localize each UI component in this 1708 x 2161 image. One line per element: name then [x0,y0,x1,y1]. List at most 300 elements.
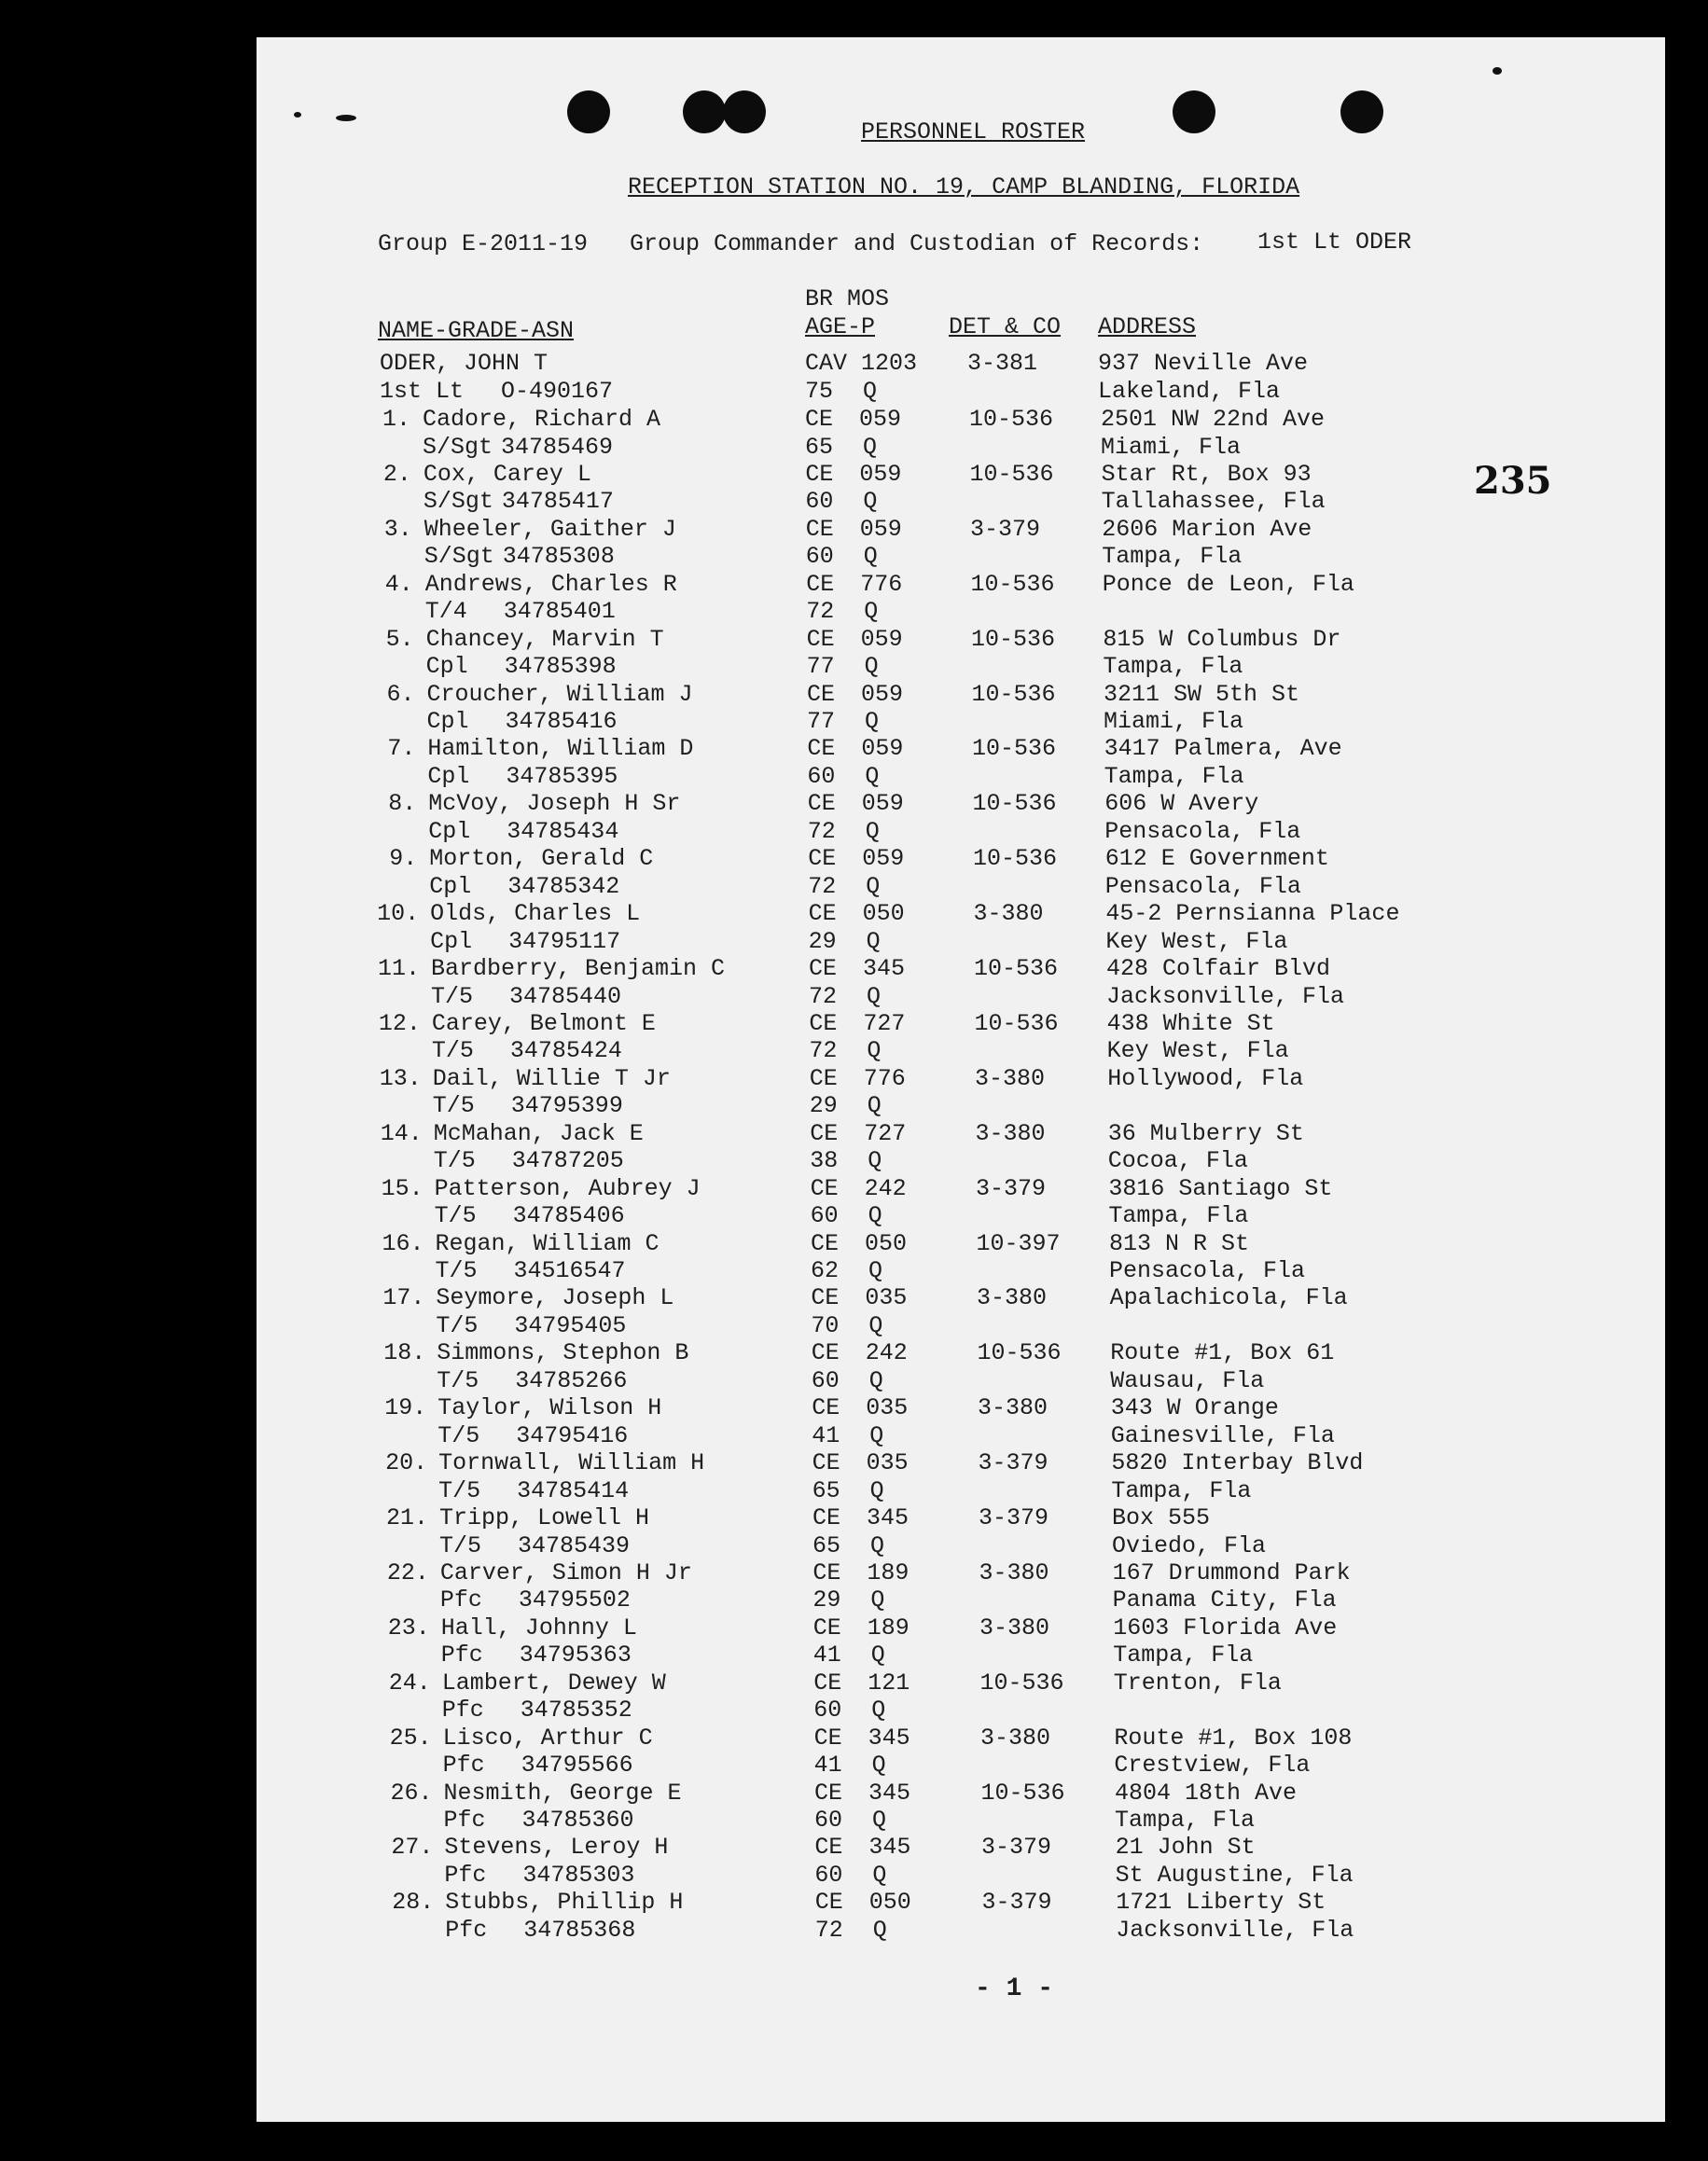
age: 65 [812,1531,841,1559]
commander-det-co: 3-381 [967,350,1038,377]
det-co: 3-379 [970,515,1041,543]
row-number: 19. [384,1394,427,1422]
branch: CE [814,1834,843,1862]
ink-speck [336,115,356,121]
row-number: 28. [392,1889,435,1917]
physical: Q [868,1147,882,1175]
det-co: 3-380 [979,1614,1050,1642]
commander-grade: 1st Lt [380,378,465,405]
age: 38 [810,1147,839,1175]
mos-code: 242 [865,1339,908,1367]
physical: Q [872,1916,887,1944]
det-co: 10-536 [977,1339,1062,1367]
physical: Q [872,1861,887,1889]
soldier-name: Hamilton, William D [427,735,694,763]
soldier-name: Morton, Gerald C [429,845,654,873]
soldier-grade: Pfc [444,1861,487,1889]
row-number: 2. [382,460,411,488]
commander-address2: Lakeland, Fla [1098,378,1281,405]
physical: Q [864,598,879,626]
soldier-asn: 34785360 [521,1807,634,1834]
soldier-grade: S/Sgt [423,488,493,516]
physical: Q [865,762,880,790]
address-line1: 2606 Marion Ave [1102,515,1312,543]
address-line1: 4804 18th Ave [1115,1779,1298,1807]
soldier-name: Tornwall, William H [438,1449,705,1477]
soldier-asn: 34785424 [509,1037,622,1065]
soldier-asn: 34785440 [509,982,622,1010]
commander-asn: O-490167 [501,378,614,405]
soldier-name: Croucher, William J [426,680,693,708]
branch: CE [807,790,836,818]
address-line1: 3417 Palmera, Ave [1104,735,1342,763]
soldier-asn: 34785395 [506,762,618,790]
col-header-age-p: AGE-P [805,313,876,340]
mos-code: 727 [864,1119,907,1147]
det-co: 10-536 [969,406,1054,433]
address-line1: Hollywood, Fla [1107,1064,1304,1092]
age: 29 [808,927,837,955]
row-number: 24. [388,1669,431,1697]
age: 41 [812,1642,841,1669]
soldier-name: Seymore, Joseph L [436,1284,674,1312]
mos-code: 189 [867,1614,910,1642]
commander-age: 75 [805,378,834,405]
address-line2: Jacksonville, Fla [1106,982,1345,1010]
age: 60 [814,1807,843,1834]
punch-hole [567,90,610,133]
mos-code: 059 [859,515,902,543]
age: 60 [807,762,836,790]
age: 77 [807,708,836,735]
mos-code: 050 [865,1229,908,1257]
soldier-grade: T/5 [432,1092,475,1120]
age: 60 [810,1202,839,1230]
address-line2: Tampa, Fla [1113,1642,1254,1669]
soldier-name: Cadore, Richard A [423,406,661,433]
physical: Q [872,1807,887,1834]
mos-code: 059 [862,845,905,873]
det-co: 3-380 [978,1394,1048,1422]
mos-code: 050 [862,900,905,928]
age: 72 [807,817,836,845]
address-line1: Trenton, Fla [1113,1669,1282,1697]
det-co: 10-536 [980,1779,1065,1807]
row-number: 20. [385,1449,428,1477]
branch: CE [811,1284,840,1312]
soldier-asn: 34795566 [521,1752,633,1780]
age: 65 [805,433,834,461]
soldier-name: Regan, William C [435,1229,660,1257]
address-line2: Key West, Fla [1105,927,1288,955]
address-line1: 21 John St [1115,1834,1256,1862]
branch: CE [807,680,836,708]
soldier-asn: 34785439 [518,1531,631,1559]
branch: CE [807,735,836,763]
age: 60 [805,543,834,571]
branch: CE [810,1174,839,1202]
address-line2: Oviedo, Fla [1112,1531,1267,1559]
page-footer: - 1 - [975,1974,1054,2003]
physical: Q [868,1257,883,1284]
row-number: 11. [378,955,421,982]
mos-code: 776 [863,1064,906,1092]
det-co: 3-380 [975,1119,1046,1147]
soldier-grade: Cpl [430,927,473,955]
soldier-grade: S/Sgt [423,433,493,461]
branch: CE [809,1009,838,1037]
det-co: 3-380 [979,1558,1049,1586]
address-line2: Tampa, Fla [1102,543,1243,571]
punch-hole [723,90,766,133]
soldier-name: Chancey, Marvin T [425,625,664,653]
col-header-address: ADDRESS [1098,313,1197,340]
address-line2: Pensacola, Fla [1104,817,1301,845]
soldier-grade: T/5 [439,1531,482,1559]
address-line1: 606 W Avery [1104,790,1259,818]
branch: CE [814,1889,843,1917]
row-number: 5. [385,625,414,653]
address-line2: Miami, Fla [1101,433,1242,461]
soldier-asn: 34785342 [507,872,620,900]
age: 60 [811,1366,840,1394]
branch: CE [808,900,837,928]
mos-code: 050 [868,1889,911,1917]
soldier-grade: Pfc [441,1697,484,1725]
branch: CE [813,1669,842,1697]
address-line2: Gainesville, Fla [1110,1421,1335,1449]
physical: Q [866,927,881,955]
branch: CE [811,1229,840,1257]
address-line2: Cocoa, Fla [1107,1147,1248,1175]
ink-speck [1493,67,1502,75]
address-line1: 5820 Interbay Blvd [1111,1449,1364,1477]
det-co: 10-536 [979,1669,1064,1697]
mos-code: 059 [861,735,904,763]
soldier-name: Taylor, Wilson H [437,1394,662,1422]
branch: CE [812,1558,841,1586]
physical: Q [867,1037,882,1065]
address-line2: Pensacola, Fla [1104,872,1301,900]
soldier-grade: Cpl [427,762,470,790]
physical: Q [871,1697,886,1725]
soldier-grade: Cpl [426,708,469,735]
mos-code: 035 [866,1449,909,1477]
branch: CE [805,515,834,543]
address-line1: 612 E Government [1104,845,1329,873]
col-header-det-co: DET & CO [949,313,1062,340]
row-number: 6. [386,680,415,708]
address-line2: Crestview, Fla [1114,1752,1311,1780]
age: 29 [809,1092,838,1120]
soldier-grade: T/5 [435,1257,478,1284]
physical: Q [863,488,878,516]
branch: CE [806,570,835,598]
soldier-grade: T/5 [431,1037,474,1065]
physical: Q [867,1092,882,1120]
row-number: 3. [383,515,412,543]
address-line1: 3211 SW 5th St [1104,680,1300,708]
branch: CE [805,460,834,488]
mos-code: 059 [859,460,902,488]
branch: CE [811,1339,840,1367]
row-number: 16. [382,1229,424,1257]
branch: CE [812,1394,840,1422]
soldier-name: Patterson, Aubrey J [434,1174,701,1202]
row-number: 26. [390,1779,433,1807]
group-label: Group E-2011-19 [378,230,589,257]
custodian-label: Group Commander and Custodian of Records: [630,230,1204,257]
row-number: 25. [389,1724,432,1752]
address-line2: Pensacola, Fla [1109,1257,1306,1284]
soldier-name: Bardberry, Benjamin C [431,955,726,982]
soldier-name: Lisco, Arthur C [442,1724,653,1752]
soldier-asn: 34785434 [507,817,619,845]
soldier-grade: T/5 [433,1147,476,1175]
soldier-asn: 34785417 [501,488,614,516]
physical: Q [870,1586,885,1614]
ink-speck [294,112,301,118]
age: 41 [813,1752,842,1780]
det-co: 10-536 [974,1009,1059,1037]
soldier-asn: 34785414 [517,1476,630,1504]
det-co: 10-536 [973,845,1058,873]
soldier-asn: 34795502 [518,1586,631,1614]
commander-mos: 1203 [861,350,918,377]
soldier-grade: Pfc [442,1752,485,1780]
row-number: 27. [391,1834,434,1862]
address-line1: Route #1, Box 61 [1110,1339,1335,1367]
soldier-name: Andrews, Charles R [424,570,677,598]
address-line2: Tallahassee, Fla [1101,488,1326,516]
address-line1: 45-2 Pernsianna Place [1105,900,1400,928]
address-line2: Tampa, Fla [1108,1202,1249,1230]
punch-hole [1340,90,1383,133]
physical: Q [864,653,879,681]
branch: CE [805,406,834,433]
row-number: 7. [387,735,416,763]
soldier-grade: T/5 [434,1202,477,1230]
physical: Q [868,1311,883,1339]
row-number: 18. [383,1339,426,1367]
address-line1: 343 W Orange [1110,1394,1279,1422]
address-line1: 36 Mulberry St [1107,1119,1304,1147]
mos-code: 035 [865,1284,908,1312]
address-line1: Star Rt, Box 93 [1101,460,1312,488]
det-co: 10-397 [976,1229,1061,1257]
soldier-asn: 34785308 [502,543,615,571]
mos-code: 059 [861,680,904,708]
branch: CE [812,1504,841,1531]
age: 77 [806,653,835,681]
mos-code: 345 [868,1724,910,1752]
det-co: 3-380 [975,1064,1046,1092]
det-co: 3-379 [976,1174,1047,1202]
det-co: 10-536 [969,460,1054,488]
soldier-grade: T/5 [437,1366,479,1394]
row-number: 8. [388,790,417,818]
address-line1: 3816 Santiago St [1108,1174,1333,1202]
address-line1: Ponce de Leon, Fla [1102,570,1354,598]
soldier-asn: 34785416 [505,708,618,735]
physical: Q [871,1752,886,1780]
det-co: 10-536 [971,680,1056,708]
age: 72 [808,872,837,900]
soldier-grade: Pfc [440,1642,483,1669]
soldier-grade: T/5 [438,1476,481,1504]
address-line2: Tampa, Fla [1111,1476,1252,1504]
soldier-asn: 34795363 [519,1642,632,1669]
row-number: 22. [386,1558,429,1586]
soldier-grade: Pfc [445,1916,488,1944]
physical: Q [865,708,880,735]
age: 60 [813,1697,842,1725]
commander-name: ODER, JOHN T [380,350,549,377]
physical: Q [868,1366,883,1394]
address-line2: Miami, Fla [1104,708,1244,735]
age: 72 [809,982,838,1010]
det-co: 10-536 [970,570,1055,598]
age: 29 [812,1586,841,1614]
physical: Q [868,1202,882,1230]
address-line2: Tampa, Fla [1104,762,1244,790]
address-line2: Jacksonville, Fla [1116,1916,1354,1944]
soldier-grade: Cpl [429,872,472,900]
address-line1: 813 N R St [1109,1229,1250,1257]
soldier-name: Hall, Johnny L [440,1614,637,1642]
address-line2: Tampa, Fla [1115,1807,1256,1834]
age: 60 [805,488,834,516]
soldier-asn: 34795405 [514,1311,627,1339]
mos-code: 059 [860,625,903,653]
address-line1: 167 Drummond Park [1112,1558,1351,1586]
row-number: 15. [381,1174,424,1202]
station-title: RECEPTION STATION NO. 19, CAMP BLANDING, FLORIDA [628,173,1300,201]
custodian-name: 1st Lt ODER [1257,229,1412,256]
soldier-asn: 34785303 [522,1861,635,1889]
address-line2: Tampa, Fla [1103,653,1243,681]
soldier-asn: 34785266 [515,1366,628,1394]
det-co: 3-379 [981,1889,1052,1917]
age: 41 [812,1421,840,1449]
physical: Q [863,543,878,571]
punch-hole [683,90,726,133]
address-line1: 815 W Columbus Dr [1103,625,1341,653]
branch: CE [810,1119,839,1147]
det-co: 10-536 [971,625,1056,653]
address-line2: Panama City, Fla [1112,1586,1337,1614]
soldier-name: Carver, Simon H Jr [439,1558,692,1586]
soldier-name: Lambert, Dewey W [441,1669,666,1697]
physical: Q [865,817,880,845]
soldier-name: Stevens, Leroy H [444,1834,669,1862]
soldier-name: Carey, Belmont E [431,1009,656,1037]
row-number: 13. [379,1064,422,1092]
soldier-grade: S/Sgt [424,543,494,571]
mos-code: 059 [859,406,902,433]
soldier-name: Simmons, Stephon B [437,1339,689,1367]
address-line1: 2501 NW 22nd Ave [1101,406,1326,433]
soldier-asn: 34785401 [503,598,616,626]
soldier-name: Wheeler, Gaither J [424,515,676,543]
age: 72 [809,1037,838,1065]
physical: Q [863,433,878,461]
soldier-asn: 34785352 [520,1697,632,1725]
row-number: 9. [389,845,418,873]
soldier-asn: 34795399 [510,1092,623,1120]
physical: Q [866,872,881,900]
col-header-br-mos: BR MOS [805,285,890,312]
row-number: 23. [387,1614,430,1642]
address-line1: 1603 Florida Ave [1113,1614,1338,1642]
soldier-name: Nesmith, George E [443,1779,682,1807]
age: 72 [814,1916,843,1944]
mos-code: 345 [868,1834,911,1862]
physical: Q [869,1476,884,1504]
soldier-grade: T/5 [431,982,474,1010]
soldier-asn: 34785398 [504,653,617,681]
branch: CE [813,1724,842,1752]
soldier-asn: 34787205 [511,1147,624,1175]
det-co: 10-536 [972,790,1057,818]
physical: Q [870,1531,885,1559]
soldier-asn: 34785406 [512,1202,625,1230]
commander-address1: 937 Neville Ave [1098,350,1309,377]
soldier-asn: 34795117 [508,927,621,955]
address-line1: 438 White St [1106,1009,1275,1037]
physical: Q [869,1421,884,1449]
soldier-grade: T/5 [436,1311,479,1339]
row-number: 1. [382,406,411,433]
address-line2: Key West, Fla [1106,1037,1289,1065]
mos-code: 345 [867,1504,910,1531]
soldier-name: Stubbs, Phillip H [445,1889,684,1917]
det-co: 3-379 [979,1504,1049,1531]
row-number: 17. [382,1284,425,1312]
soldier-name: Cox, Carey L [423,460,591,488]
row-number: 10. [377,900,420,928]
address-line2: St Augustine, Fla [1115,1861,1354,1889]
commander-br: CAV [805,350,848,377]
address-line2: Wausau, Fla [1110,1366,1265,1394]
branch: CE [806,625,835,653]
age: 72 [806,598,835,626]
row-number: 14. [380,1119,423,1147]
row-number: 12. [378,1009,421,1037]
branch: CE [808,845,837,873]
address-line1: 428 Colfair Blvd [1106,955,1331,982]
mos-code: 121 [868,1669,910,1697]
mos-code: 345 [863,955,906,982]
soldier-name: McVoy, Joseph H Sr [428,790,681,818]
commander-p: Q [863,378,878,405]
mos-code: 189 [867,1558,910,1586]
mos-code: 059 [861,790,904,818]
soldier-grade: T/5 [437,1421,480,1449]
branch: CE [812,1449,840,1477]
branch: CE [809,955,838,982]
det-co: 3-379 [978,1449,1048,1477]
det-co: 3-379 [981,1834,1052,1862]
soldier-grade: Cpl [425,653,468,681]
soldier-name: Tripp, Lowell H [439,1504,650,1531]
address-line1: Box 555 [1112,1504,1211,1531]
physical: Q [867,982,882,1010]
soldier-name: Dail, Willie T Jr [432,1064,671,1092]
soldier-grade: Pfc [439,1586,482,1614]
soldier-asn: 34795416 [516,1421,629,1449]
address-line1: Route #1, Box 108 [1114,1724,1353,1752]
